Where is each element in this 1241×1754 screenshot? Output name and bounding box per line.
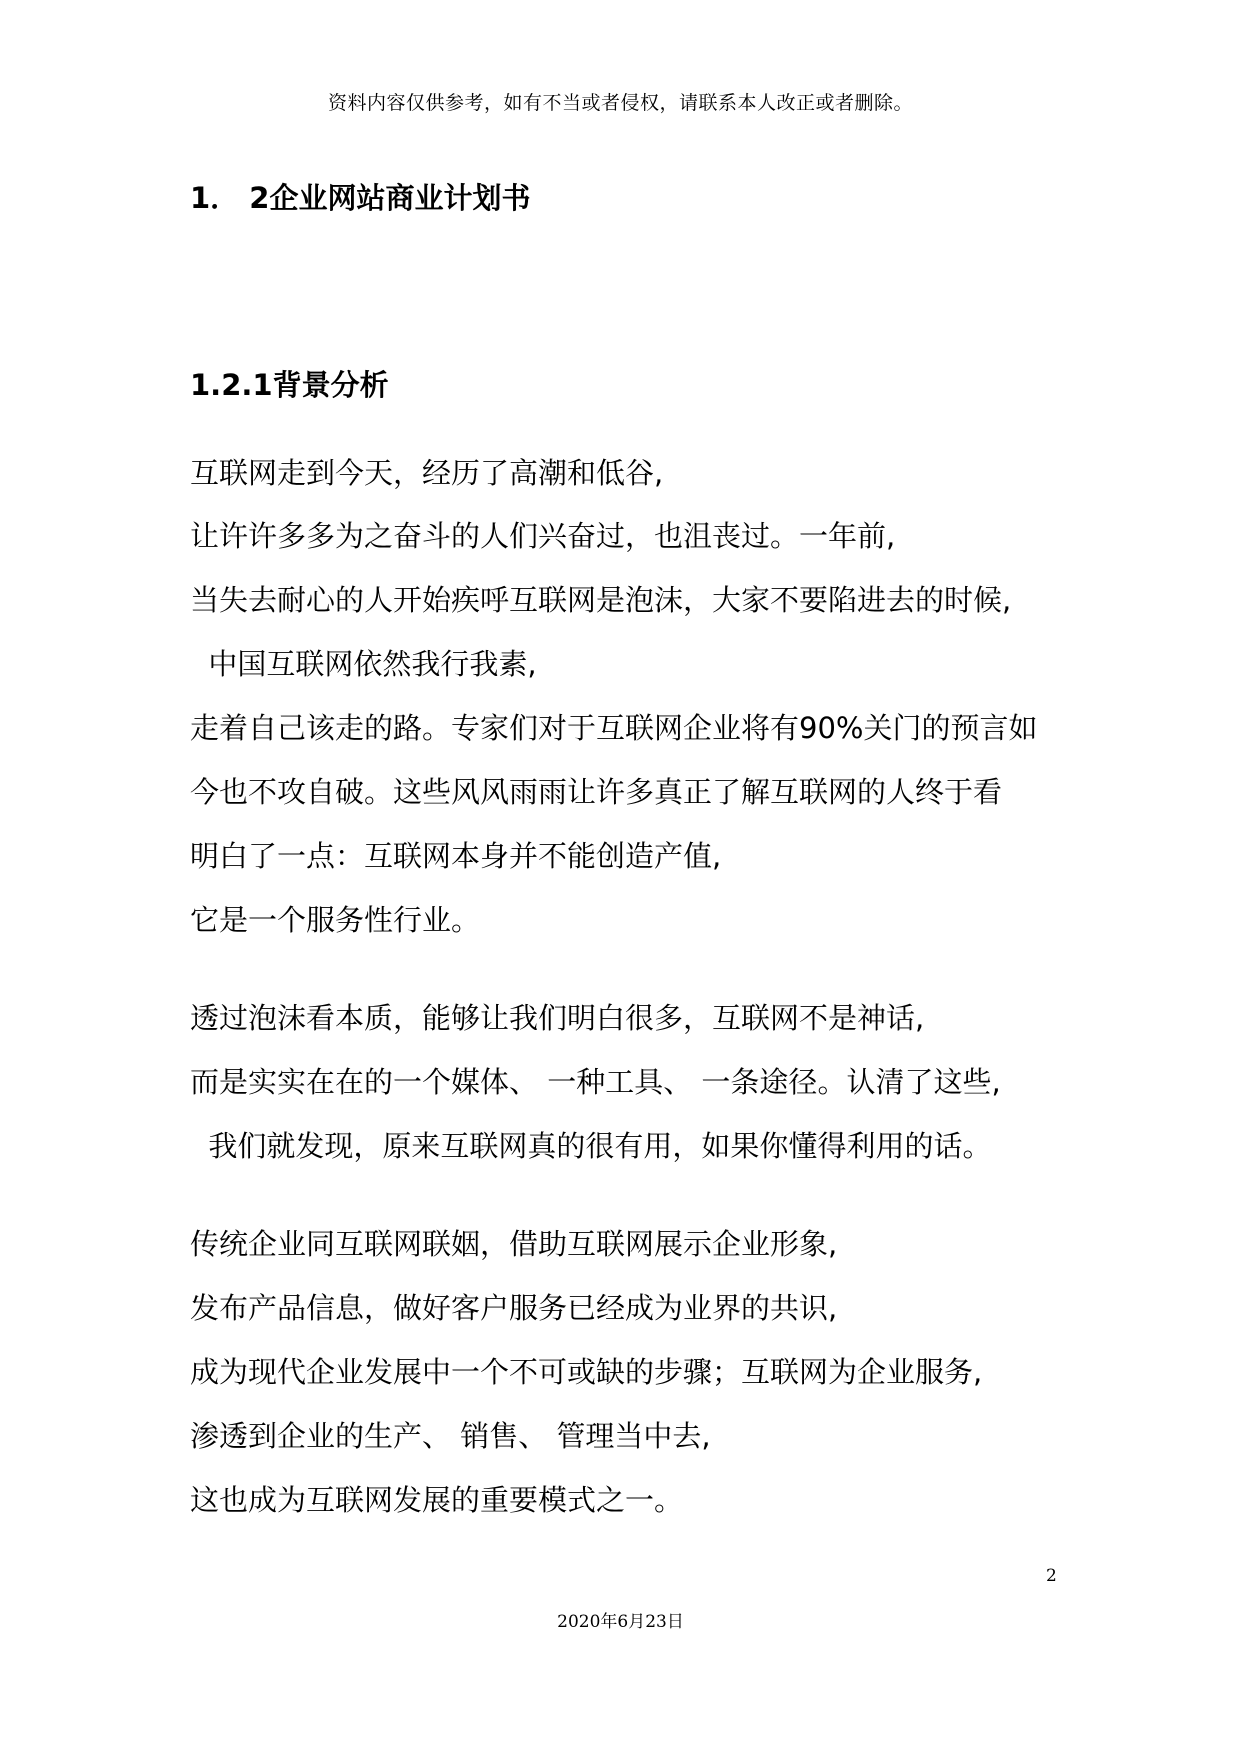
paragraph-line: 它是一个服务性行业。 xyxy=(190,903,481,937)
paragraph-line: 我们就发现，原来互联网真的很有用，如果你懂得利用的话。 xyxy=(190,1129,992,1163)
footer-date: 2020年6月23日 xyxy=(557,1612,684,1632)
paragraph-line: 走着自己该走的路。专家们对于互联网企业将有90%关门的预言如 xyxy=(190,711,1038,745)
subsection-title: 1.2.1背景分析 xyxy=(190,368,389,402)
paragraph-line: 明白了一点：互联网本身并不能创造产值, xyxy=(190,839,722,873)
paragraph-line: 让许许多多为之奋斗的人们兴奋过，也沮丧过。一年前, xyxy=(190,519,896,553)
paragraph-line: 这也成为互联网发展的重要模式之一。 xyxy=(190,1483,684,1517)
paragraph-line: 中国互联网依然我行我素, xyxy=(190,647,537,681)
paragraph-line: 而是实实在在的一个媒体、 一种工具、 一条途径。认清了这些, xyxy=(190,1065,1001,1099)
paragraph-line: 当失去耐心的人开始疾呼互联网是泡沫，大家不要陷进去的时候, xyxy=(190,583,1012,617)
paragraph-line: 透过泡沫看本质，能够让我们明白很多，互联网不是神话, xyxy=(190,1001,925,1035)
paragraph-line: 渗透到企业的生产、 销售、 管理当中去, xyxy=(190,1419,711,1453)
paragraph-line: 成为现代企业发展中一个不可或缺的步骤；互联网为企业服务, xyxy=(190,1355,983,1389)
paragraph-line: 互联网走到今天，经历了高潮和低谷, xyxy=(190,456,664,490)
page-number: 2 xyxy=(1046,1566,1057,1586)
paragraph-line: 传统企业同互联网联姻，借助互联网展示企业形象, xyxy=(190,1227,838,1261)
disclaimer-header: 资料内容仅供参考，如有不当或者侵权，请联系本人改正或者删除。 xyxy=(327,92,913,114)
paragraph-line: 今也不攻自破。这些风风雨雨让许多真正了解互联网的人终于看 xyxy=(190,775,1003,809)
paragraph-line: 发布产品信息，做好客户服务已经成为业界的共识, xyxy=(190,1291,838,1325)
section-title: 1． 2企业网站商业计划书 xyxy=(190,181,531,215)
